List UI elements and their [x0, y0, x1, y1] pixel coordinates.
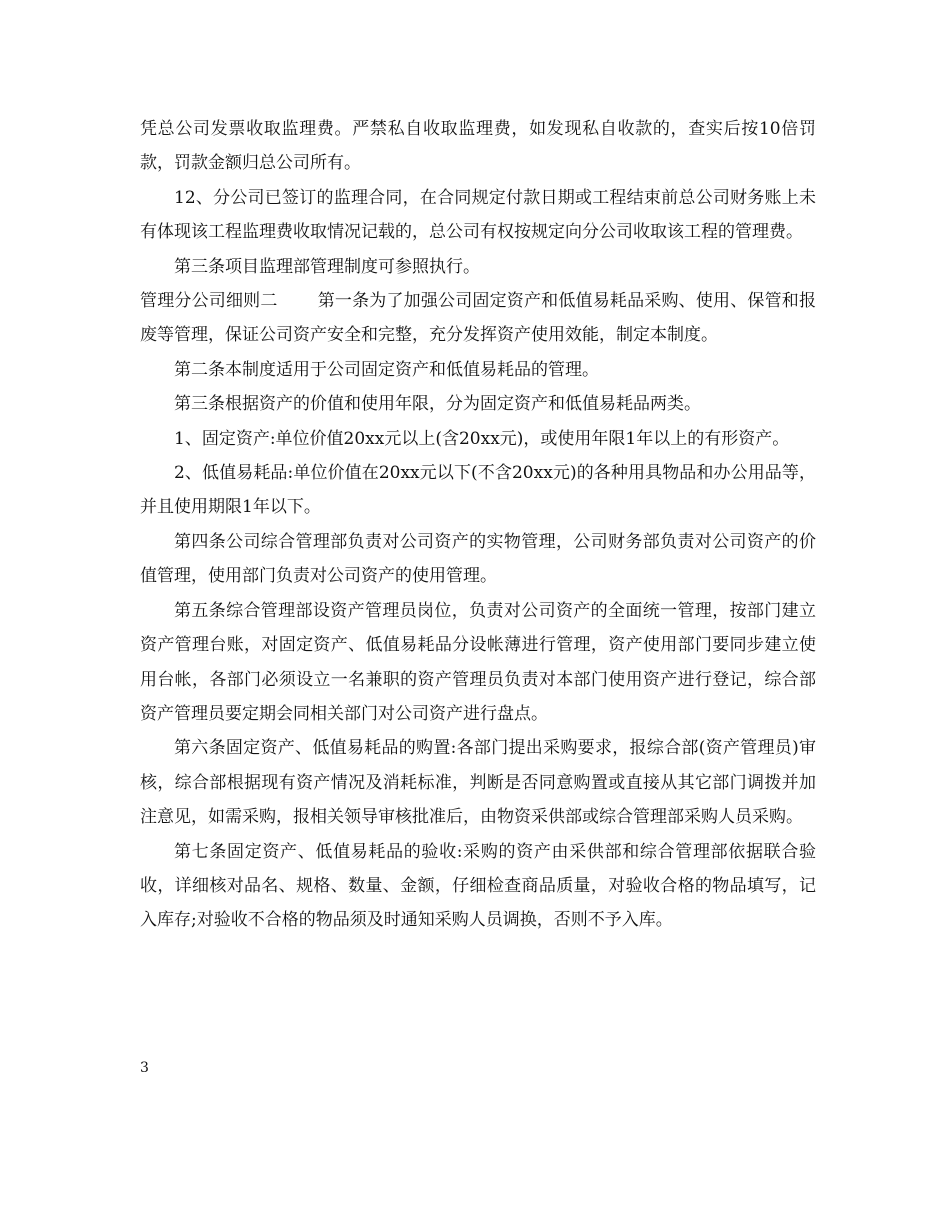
paragraph-clause-12: 12、分公司已签订的监理合同，在合同规定付款日期或工程结束前总公司财务账上未有体现该工程监理费收取情况记载的，总公司有权按规定向分公司收取该工程的管理费。 — [140, 187, 816, 243]
paragraph-article-4: 第四条公司综合管理部负责对公司资产的实物管理，公司财务部负责对公司资产的价值管理，使用部门负责对公司资产的使用管理。 — [140, 531, 816, 587]
paragraph-fixed-assets: 1、固定资产:单位价值20xx元以上(含20xx元)，或使用年限1年以上的有形资产。 — [174, 428, 790, 449]
paragraph-continuation: 凭总公司发票收取监理费。严禁私自收取监理费，如发现私自收款的，查实后按10倍罚款，罚款金额归总公司所有。 — [140, 119, 816, 174]
paragraph-article-7: 第七条固定资产、低值易耗品的验收:采购的资产由采供部和综合管理部依据联合验收，详细核对品名、规格、数量、金额，仔细检查商品质量，对验收合格的物品填写，记入库存;对验收不合格的物品须及时通知采购人员调换，否则不予入库。 — [140, 841, 816, 931]
paragraph-article-2: 第二条本制度适用于公司固定资产和低值易耗品的管理。 — [174, 359, 599, 380]
section-start-paragraph — [140, 284, 816, 353]
paragraph-article-5: 第五条综合管理部设资产管理员岗位，负责对公司资产的全面统一管理，按部门建立资产管理台账，对固定资产、低值易耗品分设帐薄进行管理，资产使用部门要同步建立使用台帐，各部门必须设立一名兼职的资产管理员负责对本部门使用资产进行登记，综合部资产管理员要定期会同相关部门对公司资产进行盘点。 — [140, 600, 816, 724]
page-number: 3 — [140, 1060, 149, 1076]
paragraph-article-6: 第六条固定资产、低值易耗品的购置:各部门提出采购要求，报综合部(资产管理员)审核，综合部根据现有资产情况及消耗标准，判断是否同意购置或直接从其它部门调拨并加注意见，如需采购，报相关领导审核批准后，由物资采供部或综合管理部采购人员采购。 — [140, 738, 816, 828]
section-heading: 管理分公司细则二 — [140, 291, 278, 312]
paragraph-article-3-classification: 第三条根据资产的价值和使用年限，分为固定资产和低值易耗品两类。 — [174, 394, 701, 415]
section-first-clause: 第一条为了加强公司固定资产和低值易耗品采购、使用、保管和报废等管理，保证公司资产安全和完整，充分发挥资产使用效能，制定本制度。 — [140, 291, 817, 346]
paragraph-low-value-consumables: 2、低值易耗品:单位价值在20xx元以下(不含20xx元)的各种用具物品和办公用品等，并且使用期限1年以下。 — [140, 463, 816, 518]
document-body — [140, 112, 816, 938]
paragraph-article-3: 第三条项目监理部管理制度可参照执行。 — [174, 256, 480, 277]
